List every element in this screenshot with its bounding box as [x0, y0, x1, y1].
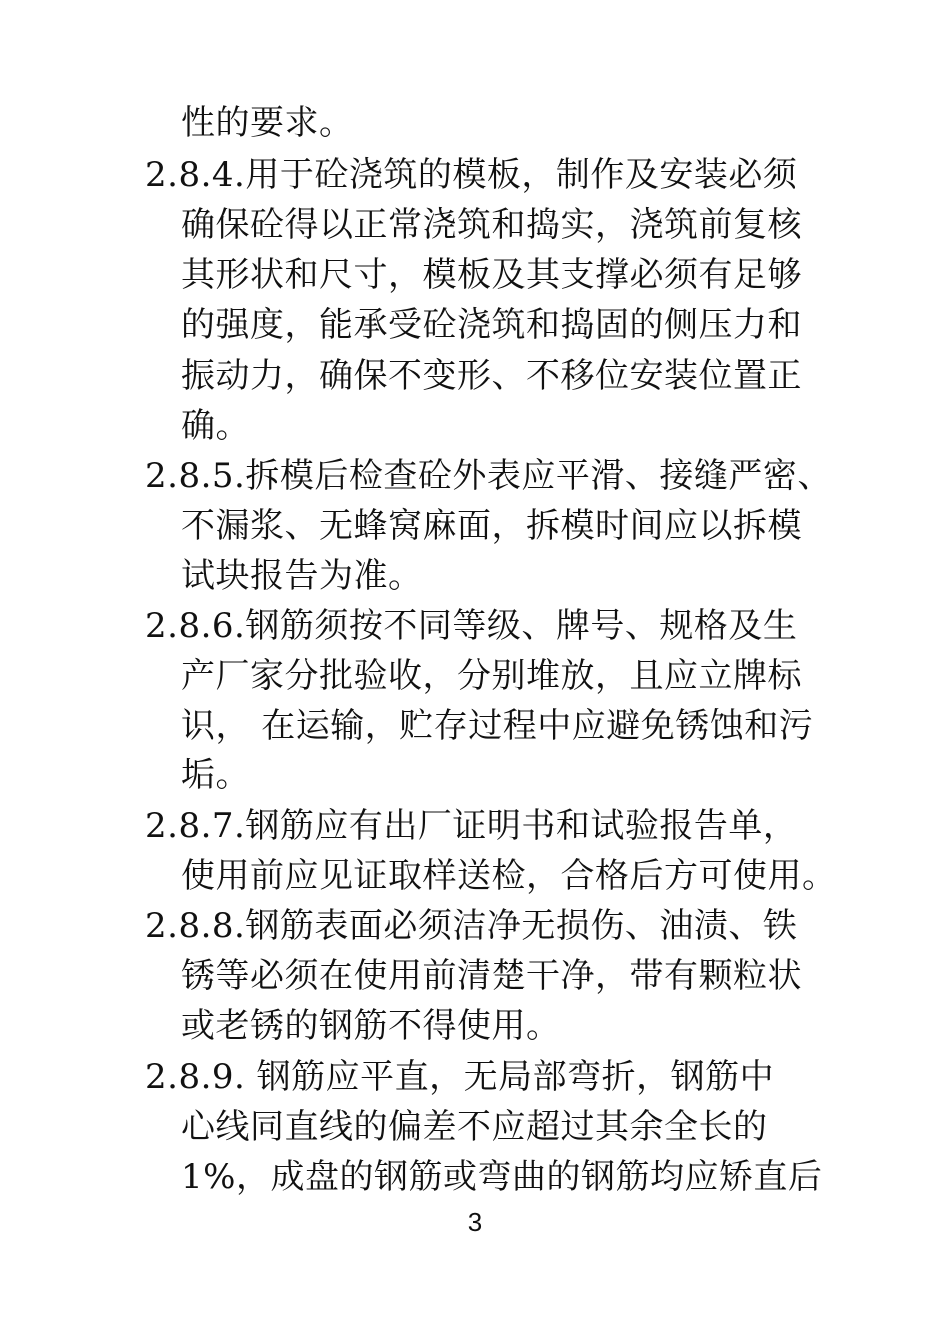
text-line: 心线同直线的偏差不应超过其余全长的	[181, 1107, 768, 1147]
text-line: 使用前应见证取样送检，合格后方可使用。	[181, 856, 837, 896]
text-line: 振动力，确保不变形、不移位安装位置正	[181, 356, 802, 396]
text-line: 锈等必须在使用前清楚干净，带有颗粒状	[181, 956, 802, 996]
clause-2-8-6: 2.8.6.钢筋须按不同等级、牌号、规格及生	[145, 606, 798, 646]
clause-2-8-4: 2.8.4.用于砼浇筑的模板，制作及安装必须	[145, 155, 798, 195]
text-line: 识， 在运输，贮存过程中应避免锈蚀和污	[181, 706, 814, 746]
text-line: 产厂家分批验收，分别堆放，且应立牌标	[181, 656, 802, 696]
clause-2-8-9: 2.8.9. 钢筋应平直，无局部弯折，钢筋中	[145, 1057, 775, 1097]
text-line: 垢。	[181, 755, 250, 795]
text-line: 1%，成盘的钢筋或弯曲的钢筋均应矫直后	[181, 1157, 823, 1197]
text-line: 确。	[181, 406, 250, 446]
text-line: 性的要求。	[181, 103, 354, 143]
clause-2-8-5: 2.8.5.拆模后检查砼外表应平滑、接缝严密、	[145, 456, 832, 496]
text-line: 试块报告为准。	[181, 556, 423, 596]
page-number: 3	[467, 1207, 483, 1237]
text-line: 或老锈的钢筋不得使用。	[181, 1006, 561, 1046]
text-line: 的强度，能承受砼浇筑和捣固的侧压力和	[181, 305, 802, 345]
text-line: 其形状和尺寸，模板及其支撑必须有足够	[181, 255, 802, 295]
clause-2-8-7: 2.8.7.钢筋应有出厂证明书和试验报告单，	[145, 806, 798, 846]
text-line: 不漏浆、无蜂窝麻面，拆模时间应以拆模	[181, 506, 802, 546]
clause-2-8-8: 2.8.8.钢筋表面必须洁净无损伤、油渍、铁	[145, 906, 798, 946]
text-line: 确保砼得以正常浇筑和捣实，浇筑前复核	[181, 205, 802, 245]
